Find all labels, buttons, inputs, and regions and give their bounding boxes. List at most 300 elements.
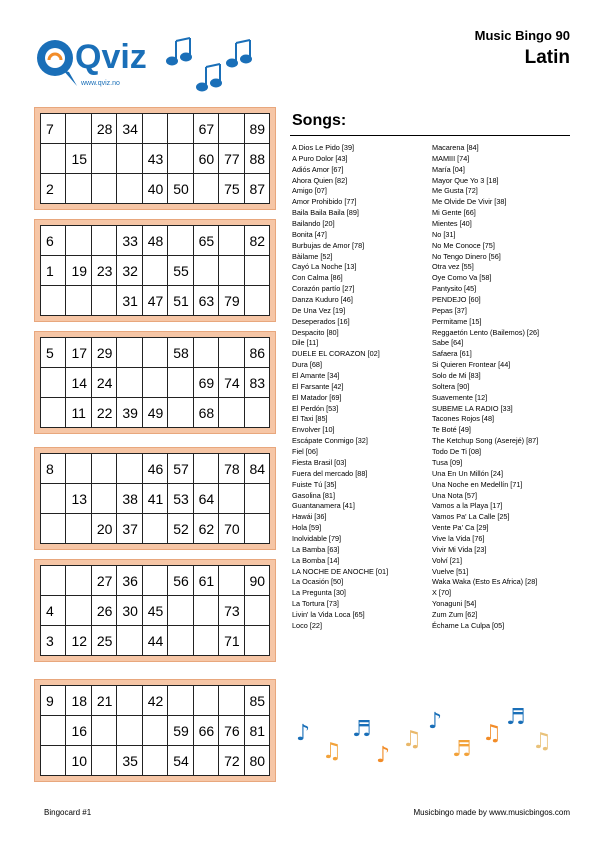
bingo-cell: [142, 746, 167, 776]
svg-text:♫: ♫: [322, 739, 342, 764]
bingo-cell: 15: [66, 144, 91, 174]
bingo-cell: 12: [66, 626, 91, 656]
bingo-cell: [66, 566, 91, 596]
bingo-cell: 90: [244, 566, 270, 596]
bingo-cell: [142, 716, 167, 746]
bingo-cell: 19: [66, 256, 91, 286]
bingo-cell: [91, 286, 116, 316]
bingo-cell: 4: [41, 596, 66, 626]
song-item: Vive la Vida [76]: [432, 533, 485, 543]
bingo-cell: [117, 686, 142, 716]
song-item: Fiesta Brasil [03]: [292, 457, 347, 467]
bingo-cell: 41: [142, 484, 167, 514]
bingo-row: [41, 256, 270, 286]
dancers-decoration-icon: [292, 700, 562, 770]
song-item: El Farsante [42]: [292, 381, 344, 391]
bingo-row: [41, 226, 270, 256]
bingo-cell: 79: [219, 286, 244, 316]
bingo-cell: 13: [66, 484, 91, 514]
bingo-cell: [66, 286, 91, 316]
song-item: No Tengo Dinero [56]: [432, 251, 501, 261]
bingo-row: [41, 686, 270, 716]
bingo-cell: [91, 226, 116, 256]
bingo-cell: [41, 484, 66, 514]
bingo-cell: 54: [168, 746, 193, 776]
bingo-cell: 70: [219, 514, 244, 544]
bingo-cell: 6: [41, 226, 66, 256]
song-item: X [70]: [432, 588, 452, 598]
song-item: Otra vez [55]: [432, 262, 474, 272]
bingo-cell: [117, 716, 142, 746]
bingo-cell: 66: [193, 716, 218, 746]
bingo-cell: 71: [219, 626, 244, 656]
song-item: Corazón partío [27]: [292, 284, 355, 294]
song-item: Hola [59]: [292, 523, 322, 533]
bingo-cell: [41, 368, 66, 398]
bingo-cell: 64: [193, 484, 218, 514]
bingo-cell: [117, 626, 142, 656]
song-item: El Taxi [85]: [292, 414, 328, 424]
bingo-cell: [66, 174, 91, 204]
song-item: Échame La Culpa [05]: [432, 620, 505, 630]
song-item: Permitame [15]: [432, 316, 482, 326]
bingo-cell: 1: [41, 256, 66, 286]
song-item: Escápate Conmigo [32]: [292, 436, 368, 446]
song-item: Danza Kuduro [46]: [292, 295, 353, 305]
bingo-cell: [168, 114, 193, 144]
song-item: Todo De Ti [08]: [432, 447, 482, 457]
songs-list-right: [432, 143, 572, 632]
song-item: Zum Zum [62]: [432, 609, 478, 619]
bingo-cell: 32: [117, 256, 142, 286]
bingo-cell: 37: [117, 514, 142, 544]
song-item: Vamos a la Playa [17]: [432, 501, 503, 511]
song-item: Solo de Mi [83]: [432, 371, 481, 381]
song-item: María [04]: [432, 164, 465, 174]
bingo-cell: [142, 566, 167, 596]
bingo-cell: 16: [66, 716, 91, 746]
bingo-grid: [40, 453, 270, 544]
song-item: El Perdón [53]: [292, 403, 339, 413]
bingo-cell: [117, 338, 142, 368]
bingo-cell: [219, 226, 244, 256]
bingo-grid: [40, 225, 270, 316]
song-item: Envolver [10]: [292, 425, 335, 435]
song-item: Volví [21]: [432, 555, 463, 565]
bingo-cell: [91, 484, 116, 514]
bingo-cell: [41, 746, 66, 776]
svg-text:♫: ♫: [402, 727, 422, 752]
svg-text:♬: ♬: [352, 717, 372, 742]
bingo-cell: 56: [168, 566, 193, 596]
bingo-cell: [142, 368, 167, 398]
bingo-cell: 11: [66, 398, 91, 428]
bingo-cell: 40: [142, 174, 167, 204]
song-item: Despacito [80]: [292, 327, 339, 337]
song-item: Bonita [47]: [292, 229, 327, 239]
song-item: Suavemente [12]: [432, 392, 488, 402]
bingo-cell: 68: [193, 398, 218, 428]
logo-brand: Qviz: [75, 38, 147, 76]
bingo-cell: [117, 454, 142, 484]
bingo-cell: [244, 596, 270, 626]
bingo-cell: 87: [244, 174, 270, 204]
bingo-cell: [66, 226, 91, 256]
music-notes-icon: [160, 35, 260, 95]
song-item: Reggaetón Lento (Bailemos) [26]: [432, 327, 540, 337]
bingo-grid: [40, 565, 270, 656]
song-item: Burbujas de Amor [78]: [292, 240, 365, 250]
bingo-row: [41, 566, 270, 596]
song-item: A Dios Le Pido [39]: [292, 143, 355, 152]
bingo-cell: 8: [41, 454, 66, 484]
bingo-cell: 60: [193, 144, 218, 174]
bingo-cell: [142, 114, 167, 144]
song-item: Baila Baila Baila [89]: [292, 208, 359, 218]
song-item: LA NOCHE DE ANOCHE [01]: [292, 566, 389, 576]
bingo-cell: 77: [219, 144, 244, 174]
bingo-cell: 7: [41, 114, 66, 144]
bingo-cell: 24: [91, 368, 116, 398]
bingo-subtitle: Latin: [524, 47, 570, 68]
song-item: Hawái [36]: [292, 512, 327, 522]
bingo-row: [41, 144, 270, 174]
svg-text:♫: ♫: [532, 729, 552, 754]
bingo-cell: 65: [193, 226, 218, 256]
song-item: Fuera del mercado [88]: [292, 468, 368, 478]
bingo-cell: 26: [91, 596, 116, 626]
bingo-cell: 73: [219, 596, 244, 626]
song-item: PENDEJO [60]: [432, 295, 481, 305]
bingo-cell: [66, 454, 91, 484]
bingo-cell: 48: [142, 226, 167, 256]
bingo-cell: 17: [66, 338, 91, 368]
songs-heading: Songs:: [292, 112, 347, 129]
credits-text: Musicbingo made by www.musicbingos.com: [413, 808, 570, 817]
song-item: La Pregunta [30]: [292, 588, 346, 598]
bingo-cell: 69: [193, 368, 218, 398]
bingo-cell: [219, 338, 244, 368]
bingo-cell: 43: [142, 144, 167, 174]
bingo-cell: [117, 368, 142, 398]
bingo-cell: [168, 368, 193, 398]
bingo-grid: [40, 113, 270, 204]
bingo-cell: 36: [117, 566, 142, 596]
song-item: Tacones Rojos [48]: [432, 414, 495, 424]
bingo-title: Music Bingo 90: [474, 28, 570, 43]
song-item: El Matador [69]: [292, 392, 342, 402]
bingo-row: [41, 454, 270, 484]
bingo-cell: 81: [244, 716, 270, 746]
bingo-row: [41, 114, 270, 144]
bingo-cell: 51: [168, 286, 193, 316]
bingo-cell: [168, 226, 193, 256]
song-item: The Ketchup Song (Aserejé) [87]: [432, 436, 539, 446]
song-item: Yonaguni [54]: [432, 599, 477, 609]
bingo-cell: [219, 256, 244, 286]
bingo-cell: [168, 686, 193, 716]
bingo-cell: 38: [117, 484, 142, 514]
bingo-cell: 14: [66, 368, 91, 398]
song-item: Gasolina [81]: [292, 490, 335, 500]
bingo-cell: 82: [244, 226, 270, 256]
bingo-card: [34, 679, 276, 782]
song-item: Soltera [90]: [432, 381, 470, 391]
song-item: Cayó La Noche [13]: [292, 262, 357, 272]
bingo-cell: [168, 596, 193, 626]
bingo-cell: 9: [41, 686, 66, 716]
logo-url: www.qviz.no: [81, 80, 120, 87]
song-item: Pantysito [45]: [432, 284, 477, 294]
bingo-cell: [91, 716, 116, 746]
bingo-cell: [91, 454, 116, 484]
song-item: MAMIII [74]: [432, 153, 470, 163]
bingo-cell: [66, 114, 91, 144]
bingo-card: [34, 447, 276, 550]
song-item: Livin' la Vida Loca [65]: [292, 609, 365, 619]
song-item: Mientes [40]: [432, 219, 472, 229]
bingo-cell: 75: [219, 174, 244, 204]
bingo-cell: 61: [193, 566, 218, 596]
bingo-cell: [193, 626, 218, 656]
song-item: Si Quieren Frontear [44]: [432, 360, 511, 370]
bingo-cell: [219, 114, 244, 144]
song-item: A Puro Dolor [43]: [292, 153, 348, 163]
bingo-card: [34, 331, 276, 434]
song-item: Sabe [64]: [432, 338, 464, 348]
header-title: [475, 28, 570, 69]
song-item: El Amante [34]: [292, 371, 340, 381]
bingo-row: [41, 514, 270, 544]
bingo-row: [41, 626, 270, 656]
song-item: Fuiste Tú [35]: [292, 479, 337, 489]
bingo-cell: 30: [117, 596, 142, 626]
bingo-cell: 22: [91, 398, 116, 428]
svg-text:♪: ♪: [296, 721, 311, 746]
song-item: No [31]: [432, 229, 456, 239]
bingo-cell: [219, 398, 244, 428]
bingo-cell: [193, 174, 218, 204]
song-item: La Bomba [14]: [292, 555, 340, 565]
bingo-cell: [168, 144, 193, 174]
song-item: Amigo [07]: [292, 186, 327, 196]
bingo-cell: [193, 338, 218, 368]
bingo-cell: 31: [117, 286, 142, 316]
bingo-cell: 59: [168, 716, 193, 746]
bingo-cell: 23: [91, 256, 116, 286]
bingo-cell: 72: [219, 746, 244, 776]
bingo-grid: [40, 685, 270, 776]
song-item: Una Nota [57]: [432, 490, 478, 500]
song-item: Dile [11]: [292, 338, 319, 348]
bingo-cell: 10: [66, 746, 91, 776]
song-item: La Ocasión [50]: [292, 577, 344, 587]
song-item: Guantanamera [41]: [292, 501, 355, 511]
bingo-cell: 33: [117, 226, 142, 256]
song-item: Waka Waka (Esto Es Africa) [28]: [432, 577, 538, 587]
bingo-cell: [219, 686, 244, 716]
bingo-row: [41, 368, 270, 398]
bingo-cell: 39: [117, 398, 142, 428]
song-item: DUELE EL CORAZON [02]: [292, 349, 380, 359]
song-item: Te Boté [49]: [432, 425, 471, 435]
bingo-cell: 35: [117, 746, 142, 776]
bingo-cell: 49: [142, 398, 167, 428]
bingo-cell: 62: [193, 514, 218, 544]
bingo-cell: 55: [168, 256, 193, 286]
bingo-cell: [193, 746, 218, 776]
bingo-cell: 57: [168, 454, 193, 484]
card-number: Bingocard #1: [44, 808, 92, 817]
song-item: La Bamba [63]: [292, 544, 340, 554]
bingo-row: [41, 746, 270, 776]
bingo-cell: 74: [219, 368, 244, 398]
bingo-cell: 76: [219, 716, 244, 746]
song-item: De Una Vez [19]: [292, 305, 346, 315]
song-item: Una Noche en Medellín [71]: [432, 479, 523, 489]
bingo-cell: 2: [41, 174, 66, 204]
bingo-cell: 29: [91, 338, 116, 368]
bingo-cell: 84: [244, 454, 270, 484]
bingo-cell: 5: [41, 338, 66, 368]
song-item: Oye Como Va [58]: [432, 273, 492, 283]
bingo-cell: [193, 454, 218, 484]
bingo-cell: 25: [91, 626, 116, 656]
bingo-row: [41, 338, 270, 368]
bingo-cell: 27: [91, 566, 116, 596]
songs-list-left: [292, 143, 432, 632]
bingo-cell: 45: [142, 596, 167, 626]
bingo-cell: 86: [244, 338, 270, 368]
bingo-cell: [244, 514, 270, 544]
song-item: Inolvidable [79]: [292, 533, 342, 543]
song-item: Macarena [84]: [432, 143, 479, 152]
song-item: Dura [68]: [292, 360, 323, 370]
song-item: Vivir Mi Vida [23]: [432, 544, 487, 554]
bingo-cell: 88: [244, 144, 270, 174]
bingo-cell: 20: [91, 514, 116, 544]
bingo-card: [34, 107, 276, 210]
bingo-row: [41, 398, 270, 428]
bingo-cell: [91, 144, 116, 174]
song-item: Vuelve [51]: [432, 566, 469, 576]
song-item: Ahora Quien [82]: [292, 175, 348, 185]
bingo-cell: 52: [168, 514, 193, 544]
svg-text:♪: ♪: [428, 709, 443, 734]
song-item: Me Olvide De Vivir [38]: [432, 197, 507, 207]
song-item: No Me Conoce [75]: [432, 240, 495, 250]
song-item: Vente Pa' Ca [29]: [432, 523, 489, 533]
bingo-cell: [41, 514, 66, 544]
bingo-cell: [66, 596, 91, 626]
song-item: Con Calma [86]: [292, 273, 343, 283]
song-item: Bailando [20]: [292, 219, 335, 229]
bingo-cell: [91, 746, 116, 776]
bingo-cell: [244, 256, 270, 286]
song-item: Amor Prohibido [77]: [292, 197, 357, 207]
bingo-cell: 58: [168, 338, 193, 368]
bingo-cell: [117, 174, 142, 204]
song-item: Adiós Amor [67]: [292, 164, 344, 174]
svg-text:♬: ♬: [506, 705, 526, 730]
bingo-row: [41, 286, 270, 316]
song-item: Pepas [37]: [432, 305, 467, 315]
song-item: La Tortura [73]: [292, 599, 339, 609]
bingo-cell: 47: [142, 286, 167, 316]
bingo-cell: [168, 398, 193, 428]
bingo-cell: [244, 484, 270, 514]
song-item: Loco [22]: [292, 620, 323, 630]
songs-divider: [290, 135, 570, 136]
bingo-grid: [40, 337, 270, 428]
song-item: Mi Gente [66]: [432, 208, 476, 218]
bingo-cell: [91, 174, 116, 204]
song-item: Safaera [61]: [432, 349, 472, 359]
svg-text:♪: ♪: [376, 743, 391, 768]
bingo-cell: [41, 566, 66, 596]
bingo-cell: 3: [41, 626, 66, 656]
bingo-cell: 44: [142, 626, 167, 656]
bingo-cell: [41, 398, 66, 428]
bingo-cell: [117, 144, 142, 174]
bingo-cell: [41, 144, 66, 174]
bingo-cell: 53: [168, 484, 193, 514]
bingo-cell: 67: [193, 114, 218, 144]
bingo-cell: 78: [219, 454, 244, 484]
bingo-cell: [142, 514, 167, 544]
song-item: Una En Un Millón [24]: [432, 468, 503, 478]
song-item: Vamos Pa' La Calle [25]: [432, 512, 510, 522]
bingo-cell: [244, 626, 270, 656]
bingo-cell: [193, 686, 218, 716]
song-item: Fiel [06]: [292, 447, 318, 457]
bingo-cell: [219, 566, 244, 596]
bingo-cell: 85: [244, 686, 270, 716]
bingo-cell: 34: [117, 114, 142, 144]
svg-text:♫: ♫: [482, 721, 502, 746]
song-item: Tusa [09]: [432, 457, 463, 467]
song-item: Bàilame [52]: [292, 251, 333, 261]
bingo-cell: [142, 338, 167, 368]
bingo-cell: [219, 484, 244, 514]
bingo-cell: [193, 256, 218, 286]
bingo-cell: 46: [142, 454, 167, 484]
bingo-cell: [168, 626, 193, 656]
bingo-cell: 28: [91, 114, 116, 144]
bingo-cell: 50: [168, 174, 193, 204]
bingo-cell: 21: [91, 686, 116, 716]
bingo-cell: 80: [244, 746, 270, 776]
song-item: SUBEME LA RADIO [33]: [432, 403, 513, 413]
bingo-cell: 89: [244, 114, 270, 144]
song-item: Me Gusta [72]: [432, 186, 478, 196]
bingo-cell: [41, 286, 66, 316]
bingo-cell: [244, 398, 270, 428]
bingo-card: [34, 219, 276, 322]
bingo-cell: 83: [244, 368, 270, 398]
song-item: Deseperados [16]: [292, 316, 350, 326]
bingo-cell: [244, 286, 270, 316]
bingo-card: [34, 559, 276, 662]
song-item: Mayor Que Yo 3 [18]: [432, 175, 499, 185]
bingo-cell: [193, 596, 218, 626]
bingo-cell: [66, 514, 91, 544]
bingo-cell: 63: [193, 286, 218, 316]
bingo-row: [41, 716, 270, 746]
bingo-cell: [142, 256, 167, 286]
bingo-row: [41, 174, 270, 204]
qviz-logo: [33, 30, 153, 92]
